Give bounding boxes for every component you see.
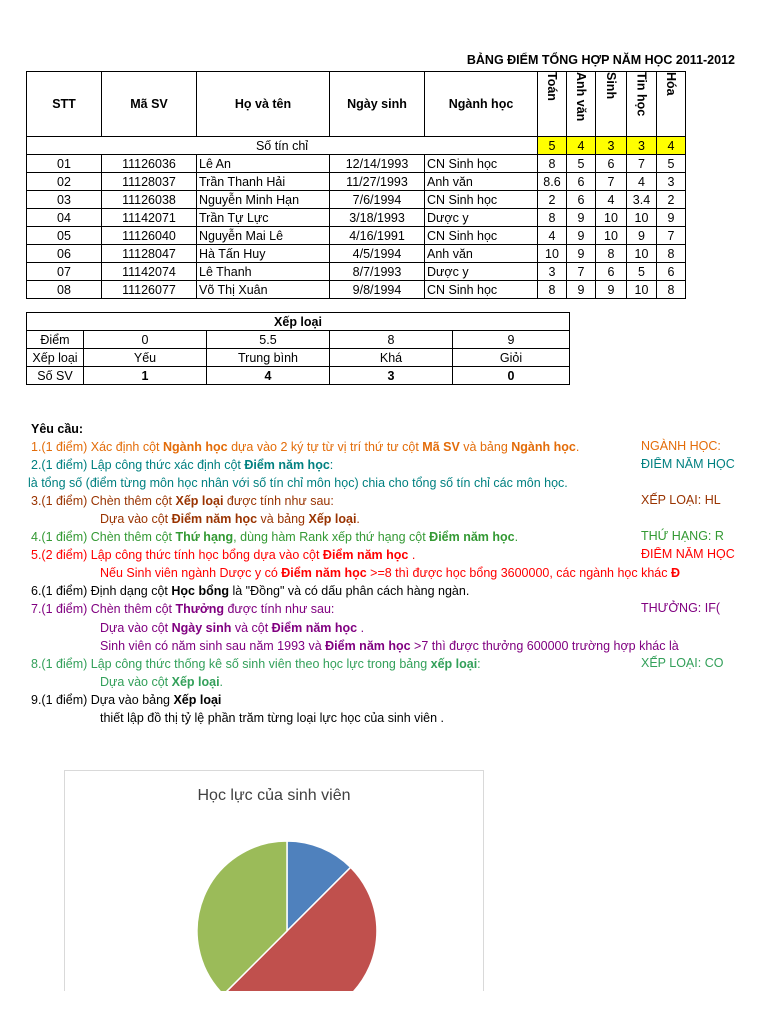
ngay-sinh-cell[interactable]: 9/8/1994 [330,281,425,299]
ho-ten-cell[interactable]: Lê An [197,155,330,173]
header-row [27,72,686,137]
score-cell[interactable]: 5 [627,263,657,281]
score-cell[interactable]: 5 [657,155,686,173]
credits-label: Số tín chỉ [27,137,538,155]
ma-sv-cell[interactable]: 11128037 [102,173,197,191]
ngay-sinh-cell[interactable]: 8/7/1993 [330,263,425,281]
credit-cell[interactable]: 4 [657,137,686,155]
ngay-sinh-cell[interactable]: 11/27/1993 [330,173,425,191]
score-cell[interactable]: 8 [538,155,567,173]
xl-cell[interactable]: 0 [453,367,570,385]
credits-row [27,137,686,155]
score-cell[interactable]: 6 [596,155,627,173]
score-cell[interactable]: 6 [567,191,596,209]
ngay-sinh-cell[interactable]: 12/14/1993 [330,155,425,173]
score-cell[interactable]: 6 [567,173,596,191]
score-cell[interactable]: 6 [657,263,686,281]
score-cell[interactable]: 9 [657,209,686,227]
table-row [27,263,686,281]
table-row [27,209,686,227]
nganh-hoc-cell[interactable]: CN Sinh học [425,281,538,299]
ma-sv-cell[interactable]: 11142074 [102,263,197,281]
score-cell[interactable]: 10 [627,209,657,227]
classification-table [26,312,570,385]
pie-chart[interactable] [64,770,484,991]
pie-chart-svg [65,771,483,991]
table-row [27,155,686,173]
score-cell[interactable]: 10 [538,245,567,263]
stt-cell[interactable]: 08 [27,281,102,299]
score-cell[interactable]: 10 [627,245,657,263]
stt-cell[interactable]: 01 [27,155,102,173]
nganh-hoc-cell[interactable]: CN Sinh học [425,191,538,209]
side-note-8: XẾP LOẠI: CO [641,656,724,670]
nganh-hoc-cell[interactable]: Dược y [425,263,538,281]
table-row [27,227,686,245]
score-cell[interactable]: 4 [596,191,627,209]
requirement-8-cont: Dựa vào cột Xếp loại. [100,675,224,689]
score-cell[interactable]: 6 [596,263,627,281]
requirement-2: 2.(1 điểm) Lập công thức xác định cột Điểm năm học: [31,458,334,472]
sheet-title: BẢNG ĐIỂM TỔNG HỢP NĂM HỌC 2011-2012 [466,53,735,67]
ngay-sinh-cell[interactable]: 4/16/1991 [330,227,425,245]
ma-sv-cell[interactable]: 11126077 [102,281,197,299]
table-row [27,281,686,299]
requirement-4: 4.(1 điểm) Chèn thêm cột Thứ hạng, dùng hàm Rank xếp thứ hạng cột Điểm năm học. [31,530,519,544]
requirement-7: 7.(1 điểm) Chèn thêm cột Thưởng được tính như sau: [31,602,335,616]
header-ho-ten: Họ và tên [197,72,330,137]
requirement-3: 3.(1 điểm) Chèn thêm cột Xếp loại được tính như sau: [31,494,334,508]
score-cell[interactable]: 8 [538,281,567,299]
stt-cell[interactable]: 07 [27,263,102,281]
xl-cell[interactable]: Trung bình [207,349,330,367]
score-cell[interactable]: 8 [538,209,567,227]
score-cell[interactable]: 3.4 [627,191,657,209]
credit-cell[interactable]: 5 [538,137,567,155]
header-hoa: Hóa [657,72,686,137]
ho-ten-cell[interactable]: Trần Tự Lực [197,209,330,227]
score-cell[interactable]: 7 [657,227,686,245]
stt-cell[interactable]: 03 [27,191,102,209]
requirement-2-cont: là tổng số (điểm từng môn học nhân với số tín chỉ môn học) chia cho tổng số tín chỉ các môn học. [28,476,568,490]
xl-diem-row [27,331,570,349]
ma-sv-cell[interactable]: 11126036 [102,155,197,173]
score-cell[interactable]: 7 [567,263,596,281]
xl-cell[interactable]: 9 [453,331,570,349]
ho-ten-cell[interactable]: Lê Thanh [197,263,330,281]
side-note-4: THỨ HẠNG: R [641,529,724,543]
requirements-heading: Yêu cầu: [31,422,84,436]
ma-sv-cell[interactable]: 11142071 [102,209,197,227]
xl-cell[interactable]: 5.5 [207,331,330,349]
xl-cell[interactable]: 1 [84,367,207,385]
xl-loai-row [27,349,570,367]
score-cell[interactable]: 9 [567,227,596,245]
ngay-sinh-cell[interactable]: 4/5/1994 [330,245,425,263]
score-cell[interactable]: 8 [657,281,686,299]
score-cell[interactable]: 9 [567,209,596,227]
credit-cell[interactable]: 4 [567,137,596,155]
ho-ten-cell[interactable]: Võ Thị Xuân [197,281,330,299]
header-anh-van: Anh văn [567,72,596,137]
score-cell[interactable]: 8.6 [538,173,567,191]
xl-title-row [27,313,570,331]
ho-ten-cell[interactable]: Nguyễn Mai Lê [197,227,330,245]
table-row [27,245,686,263]
chart-title: Học lực của sinh viên [197,787,351,804]
side-note-2: ĐIỂM NĂM HỌC [641,457,735,471]
xl-diem-label: Điểm [27,331,84,349]
credit-cell[interactable]: 3 [596,137,627,155]
stt-cell[interactable]: 04 [27,209,102,227]
xl-cell[interactable]: Khá [330,349,453,367]
credit-cell[interactable]: 3 [627,137,657,155]
requirement-1: 1.(1 điểm) Xác định cột Ngành học dựa vào 2 ký tự từ vị trí thứ tư cột Mã SV và bảng Ngành học. [31,440,580,454]
score-cell[interactable]: 4 [538,227,567,245]
xl-cell[interactable]: 4 [207,367,330,385]
nganh-hoc-cell[interactable]: Anh văn [425,173,538,191]
stt-cell[interactable]: 05 [27,227,102,245]
requirement-9: 9.(1 điểm) Dựa vào bảng Xếp loại [31,693,222,707]
header-ma-sv: Mã SV [102,72,197,137]
xl-cell[interactable]: 8 [330,331,453,349]
score-cell[interactable]: 10 [627,281,657,299]
header-sinh: Sinh [596,72,627,137]
header-tin-hoc: Tin học [627,72,657,137]
score-cell[interactable]: 9 [567,281,596,299]
score-cell[interactable]: 5 [567,155,596,173]
score-cell[interactable]: 2 [538,191,567,209]
requirement-9-cont: thiết lập đồ thị tỷ lệ phần trăm từng loại lực học của sinh viên . [100,711,445,725]
score-cell[interactable]: 4 [627,173,657,191]
score-cell[interactable]: 9 [627,227,657,245]
xl-sosv-label: Số SV [27,367,84,385]
score-cell[interactable]: 8 [657,245,686,263]
table-row [27,191,686,209]
score-cell[interactable]: 2 [657,191,686,209]
header-stt: STT [27,72,102,137]
side-note-5: ĐIỂM NĂM HỌC [641,547,735,561]
xl-cell[interactable]: 3 [330,367,453,385]
side-note-3: XẾP LOẠI: HL [641,493,721,507]
requirement-7-cont2: Sinh viên có năm sinh sau năm 1993 và Điểm năm học >7 thì được thưởng 600000 trường hợp khác là [100,639,679,653]
requirement-8: 8.(1 điểm) Lập công thức thống kê số sinh viên theo học lực trong bảng xếp loại: [31,657,481,671]
score-cell[interactable]: 7 [627,155,657,173]
requirement-6: 6.(1 điểm) Định dạng cột Học bổng là "Đồng" và có dấu phân cách hàng ngàn. [31,584,470,598]
header-toan: Toán [538,72,567,137]
ngay-sinh-cell[interactable]: 7/6/1994 [330,191,425,209]
xl-title: Xếp loại [27,313,570,331]
requirement-5-cont: Nếu Sinh viên ngành Dược y có Điểm năm học >=8 thì được học bổng 3600000, các ngành học khác Đ [100,566,681,580]
ngay-sinh-cell[interactable]: 3/18/1993 [330,209,425,227]
requirement-5: 5.(2 điểm) Lập công thức tính học bổng dựa vào cột Điểm năm học . [31,548,416,562]
requirement-7-cont1: Dựa vào cột Ngày sinh và cột Điểm năm học . [100,621,365,635]
stt-cell[interactable]: 02 [27,173,102,191]
ma-sv-cell[interactable]: 11126038 [102,191,197,209]
xl-sosv-row [27,367,570,385]
xl-cell[interactable]: 0 [84,331,207,349]
score-cell[interactable]: 3 [657,173,686,191]
nganh-hoc-cell[interactable]: CN Sinh học [425,227,538,245]
nganh-hoc-cell[interactable]: CN Sinh học [425,155,538,173]
ma-sv-cell[interactable]: 11128047 [102,245,197,263]
header-ngay-sinh: Ngày sinh [330,72,425,137]
score-cell[interactable]: 3 [538,263,567,281]
requirement-3-cont: Dựa vào cột Điểm năm học và bảng Xếp loại. [100,512,360,526]
score-cell[interactable]: 8 [596,245,627,263]
xl-cell[interactable]: Giỏi [453,349,570,367]
side-note-1: NGÀNH HỌC: [641,439,721,453]
nganh-hoc-cell[interactable]: Anh văn [425,245,538,263]
score-cell[interactable]: 10 [596,209,627,227]
score-cell[interactable]: 7 [596,173,627,191]
side-note-7: THƯỞNG: IF( [641,601,721,615]
xl-loai-label: Xếp loại [27,349,84,367]
ma-sv-cell[interactable]: 11126040 [102,227,197,245]
grade-table [26,71,686,299]
ho-ten-cell[interactable]: Trần Thanh Hải [197,173,330,191]
header-nganh-hoc: Ngành học [425,72,538,137]
stt-cell[interactable]: 06 [27,245,102,263]
score-cell[interactable]: 9 [567,245,596,263]
score-cell[interactable]: 10 [596,227,627,245]
nganh-hoc-cell[interactable]: Dược y [425,209,538,227]
table-row [27,173,686,191]
ho-ten-cell[interactable]: Hà Tấn Huy [197,245,330,263]
xl-cell[interactable]: Yếu [84,349,207,367]
ho-ten-cell[interactable]: Nguyễn Minh Hạn [197,191,330,209]
score-cell[interactable]: 9 [596,281,627,299]
